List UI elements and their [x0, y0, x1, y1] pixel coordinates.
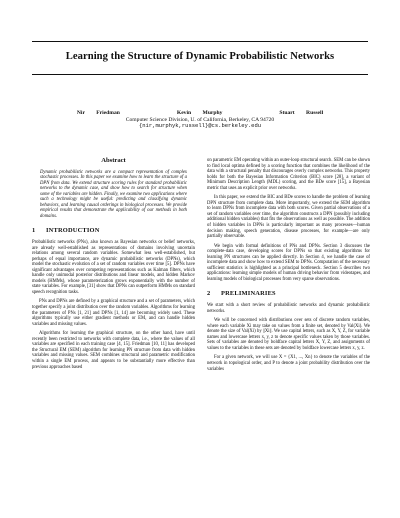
author-block	[32, 110, 368, 130]
paper-title: Learning the Structure of Dynamic Probabilistic Networks	[65, 51, 335, 62]
intro-paragraph-2: PNs and DPNs are defined by a graphical structure and a set of parameters, which together specify a joint distribution over the random variables. Algorithms for learning the parameters of PNs [1, 21] and DPNs [1, 14] are becoming widely used. These algorithms typically use either gradient methods or EM, and can handle hidden variables and missing values.	[32, 299, 195, 327]
intro-paragraph-3: Algorithms for learning the graphical structure, on the other hand, have until recently been restricted to networks with complete data, i.e., where the values of all variables are specified in each training case [4, 15]. Friedman [10, 11] has developed the Structural EM (SEM) algorithm for learning PN structure from data with hidden variables and missing values. SEM combines structural and parametric modification within a single EM process, and appears to be substantially more effective than previous approaches based	[32, 331, 195, 370]
section-title: INTRODUCTION	[46, 227, 100, 235]
title-bottom-rule	[32, 74, 368, 75]
section-title: PRELIMINARIES	[221, 290, 276, 298]
left-column	[32, 158, 195, 374]
prelim-paragraph-1: We start with a short review of probabilistic networks and dynamic probabilistic networks.	[207, 303, 370, 314]
abstract-body: are a compact representation of complex stochastic processes. In this paper we examine how to learn the structure of a DPN from data. We extend structure scoring rules for standard probabilistic networks to the dynamic case, and show how to search for structure when some of the variables are hidden. Finally, we examine two applications where such a technology might be useful: predicting and classifying dynamic behaviors, and learning causal orderings in biological processes. We provide empirical results that demonstrate the applicability of our methods in both domains.	[40, 169, 188, 219]
intro-paragraph-1: Probabilistic networks (PNs), also known as Bayesian networks or belief networks, are already well-established as representations of domains involving uncertain relations among several random variables. Somewhat less well-established, but perhaps of equal importance, are dynamic probabilistic networks (DPNs), which model the stochastic evolution of a set of random variables over time [5]. DPNs have significant advantages over competing representations such as Kalman filters, which handle only unimodal posterior distributions and linear models, and hidden Markov models (HMMs), whose parameterization grows exponentially with the number of state variables. For example, [31] show that DPNs can outperform HMMs on standard speech recognition tasks.	[32, 240, 195, 295]
intro-paragraph-4: on parametric EM operating within an outer-loop structural search. SEM can be shown to find local optima defined by a scoring function that combines the likelihood of the data with a structural penalty that discourages overly complex networks. This property holds for both the Bayesian Information Criterion (BIC) score [28], a variant of Minimum Description Length (MDL) scoring, and the BDe score [15], a Bayesian metric that uses an explicit prior over networks.	[207, 158, 371, 191]
intro-paragraph-5: In this paper, we extend the BIC and BDe scores to handle the problem of learning DPN structure from complete data. More importantly, we extend the SEM algorithm to learn DPNs from incomplete data with both scores. Given partial observations of a set of random variables over time, the algorithm constructs a DPN (possibly including additional hidden variables) that fits the observations as well as possible. The addition of hidden variables in DPNs is particularly important as many processes—human decision making, speech generation, disease processes, for example—are only partially observable.	[207, 195, 370, 240]
abstract-text	[32, 170, 195, 220]
section-number: 2	[207, 290, 211, 298]
right-column	[207, 158, 370, 376]
abstract-lead: Dynamic probabilistic networks	[40, 169, 103, 175]
prelim-paragraph-3: For a given network, we will use X = {X1, ..., Xn} to denote the variables of the network in topological order, and P to denote a joint probability distribution over the variables	[207, 355, 370, 372]
prelim-paragraph-2: We will be concerned with distributions over sets of discrete random variables, where each variable Xi may take on values from a finite set, denoted by Val(Xi). We denote the size of Val(Xi) by ||Xi||. We use capital letters, such as X, Y, Z, for variable names and lowercase letters x, y, z to denote specific values taken by those variables. Sets of variables are denoted by boldface capital letters X, Y, Z, and assignments of values to the variables in these sets are denoted by boldface lowercase letters x, y, z.	[207, 318, 370, 351]
title-top-rule	[32, 41, 368, 42]
intro-paragraph-6: We begin with formal definitions of PNs and DPNs. Section 3 discusses the complete-data case, developing scores for DPNs so that existing algorithms for learning PN structures can be applied directly. In Section 4, we handle the case of incomplete data and show how to extend SEM to DPNs. Computation of the necessary sufficient statistics is highlighted as a principal bottleneck. Section 5 describes two applications: learning simple models of human driving behavior from videotapes, and learning models of biological processes from very sparse observations.	[207, 243, 370, 282]
author-email: {nir,murphyk,russell}@cs.berkeley.edu	[138, 122, 262, 130]
abstract-heading: Abstract	[101, 157, 126, 164]
section-heading-preliminaries	[207, 291, 370, 297]
author-affiliation: Computer Science Division, U. of California, Berkeley, CA 94720	[125, 116, 275, 123]
author-names: Nir Friedman Kevin Murphy Stuart Russell	[76, 110, 324, 116]
section-number: 1	[32, 227, 36, 235]
section-heading-introduction	[32, 228, 195, 234]
